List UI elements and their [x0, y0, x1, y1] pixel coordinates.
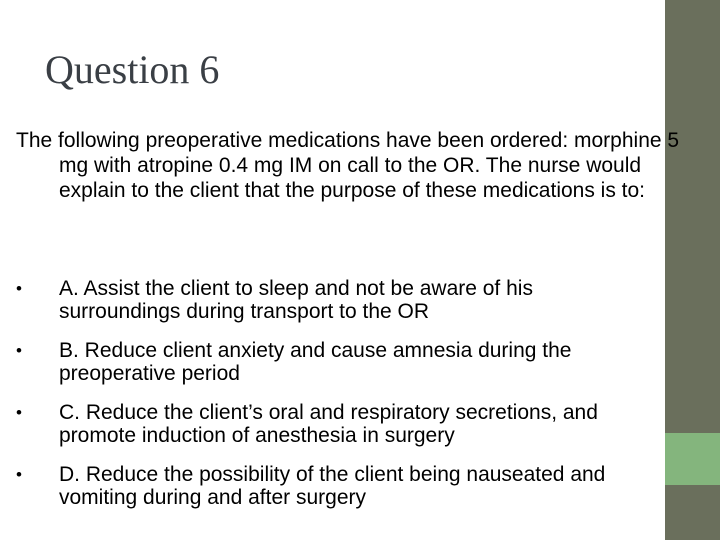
answer-option-c [16, 401, 656, 447]
bullet-icon: • [16, 403, 22, 422]
answer-option-d [16, 463, 656, 509]
bullet-icon: • [16, 341, 22, 360]
question-text: The following preoperative medications have been ordered: morphine 5 mg with atropine 0.4 mg IM on call to the OR. The nurse would explain to the client that the purpose of these medications is to: [16, 129, 680, 202]
slide-title: Question 6 [45, 47, 220, 92]
answer-option-text: C. Reduce the client’s oral and respiratory secretions, and promote induction of anesthesia in surgery [59, 401, 598, 447]
bullet-icon: • [16, 279, 22, 298]
bullet-icon: • [16, 465, 22, 484]
answer-option-b [16, 339, 656, 385]
answer-option-text: B. Reduce client anxiety and cause amnesia during the preoperative period [59, 339, 572, 385]
answer-option-a [16, 277, 656, 323]
sidebar-accent-block [665, 433, 720, 485]
answer-option-text: D. Reduce the possibility of the client being nauseated and vomiting during and after surgery [59, 463, 606, 509]
answer-options-list [16, 277, 656, 509]
answer-option-text: A. Assist the client to sleep and not be aware of his surroundings during transport to the OR [59, 277, 533, 323]
